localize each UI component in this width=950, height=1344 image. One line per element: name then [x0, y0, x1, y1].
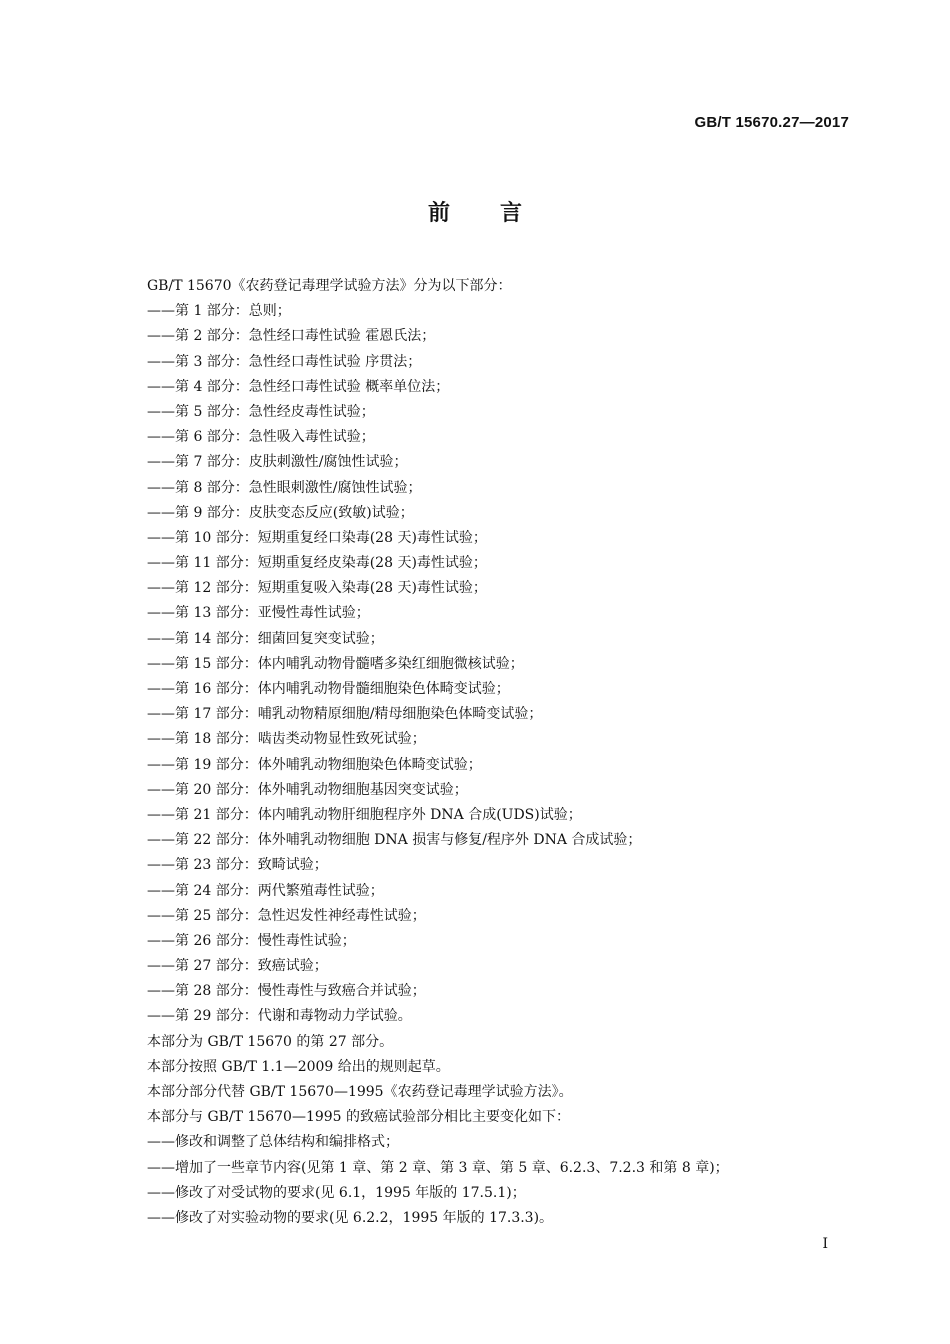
page-title: 前言	[427, 201, 572, 226]
text-line: ——第 16 部分：体内哺乳动物骨髓细胞染色体畸变试验；	[147, 681, 510, 697]
text-line: ——第 22 部分：体外哺乳动物细胞 DNA 损害与修复/程序外 DNA 合成试验；	[147, 832, 642, 849]
text-line: ——第 13 部分：亚慢性毒性试验；	[147, 605, 370, 622]
text-line: ——第 24 部分：两代繁殖毒性试验；	[147, 882, 384, 899]
text-line: ——修改和调整了总体结构和编排格式；	[147, 1134, 399, 1151]
text-line: ——第 2 部分：急性经口毒性试验 霍恩氏法；	[147, 328, 436, 345]
text-line: 本部分与 GB/T 15670—1995 的致癌试验部分相比主要变化如下：	[147, 1109, 571, 1126]
text-line: ——第 4 部分：急性经口毒性试验 概率单位法；	[147, 378, 450, 395]
text-line: ——第 19 部分：体外哺乳动物细胞染色体畸变试验；	[147, 756, 482, 773]
text-line: ——第 28 部分：慢性毒性与致癌合并试验；	[147, 983, 426, 1000]
text-line: ——第 9 部分：皮肤变态反应(致敏)试验；	[147, 504, 414, 521]
text-line: ——增加了一些章节内容(见第 1 章、第 2 章、第 3 章、第 5 章、6.2.3、7.2.3 和第 8 章)；	[147, 1159, 729, 1176]
text-line: ——第 21 部分：体内哺乳动物肝细胞程序外 DNA 合成(UDS)试验；	[147, 806, 582, 823]
text-line: 本部分部分代替 GB/T 15670—1995《农药登记毒理学试验方法》。	[147, 1084, 573, 1100]
text-line: 本部分按照 GB/T 1.1—2009 给出的规则起草。	[147, 1058, 450, 1075]
text-line: ——第 23 部分：致畸试验；	[147, 857, 328, 874]
text-line: ——第 3 部分：急性经口毒性试验 序贯法；	[147, 353, 422, 370]
page-number: I	[822, 1236, 828, 1252]
text-line: ——第 15 部分：体内哺乳动物骨髓嗜多染红细胞微核试验；	[147, 655, 524, 672]
text-line: ——第 18 部分：啮齿类动物显性致死试验；	[147, 731, 426, 748]
text-line: ——修改了对受试物的要求(见 6.1，1995 年版的 17.5.1)；	[147, 1184, 526, 1201]
text-line: ——第 1 部分：总则；	[147, 303, 291, 320]
text-line: ——第 25 部分：急性迟发性神经毒性试验；	[147, 907, 426, 924]
standard-number: GB/T 15670.27—2017	[694, 114, 849, 131]
text-line: GB/T 15670《农药登记毒理学试验方法》分为以下部分：	[147, 278, 512, 294]
text-line: ——修改了对实验动物的要求(见 6.2.2，1995 年版的 17.3.3)。	[147, 1209, 554, 1226]
text-line: ——第 11 部分：短期重复经皮染毒(28 天)毒性试验；	[147, 555, 487, 572]
text-line: ——第 12 部分：短期重复吸入染毒(28 天)毒性试验；	[147, 580, 487, 597]
text-line: ——第 8 部分：急性眼刺激性/腐蚀性试验；	[147, 479, 422, 496]
text-line: ——第 6 部分：急性吸入毒性试验；	[147, 429, 375, 446]
text-line: ——第 14 部分：细菌回复突变试验；	[147, 630, 384, 647]
text-line: 本部分为 GB/T 15670 的第 27 部分。	[147, 1033, 394, 1050]
text-line: ——第 26 部分：慢性毒性试验；	[147, 932, 356, 949]
text-line: ——第 17 部分：哺乳动物精原细胞/精母细胞染色体畸变试验；	[147, 706, 543, 723]
text-line: ——第 20 部分：体外哺乳动物细胞基因突变试验；	[147, 781, 468, 798]
text-line: ——第 29 部分：代谢和毒物动力学试验。	[147, 1008, 412, 1025]
text-line: ——第 7 部分：皮肤刺激性/腐蚀性试验；	[147, 454, 408, 471]
preface-body	[147, 274, 847, 1231]
text-line: ——第 27 部分：致癌试验；	[147, 958, 328, 975]
text-line: ——第 10 部分：短期重复经口染毒(28 天)毒性试验；	[147, 529, 487, 546]
text-line: ——第 5 部分：急性经皮毒性试验；	[147, 403, 375, 420]
